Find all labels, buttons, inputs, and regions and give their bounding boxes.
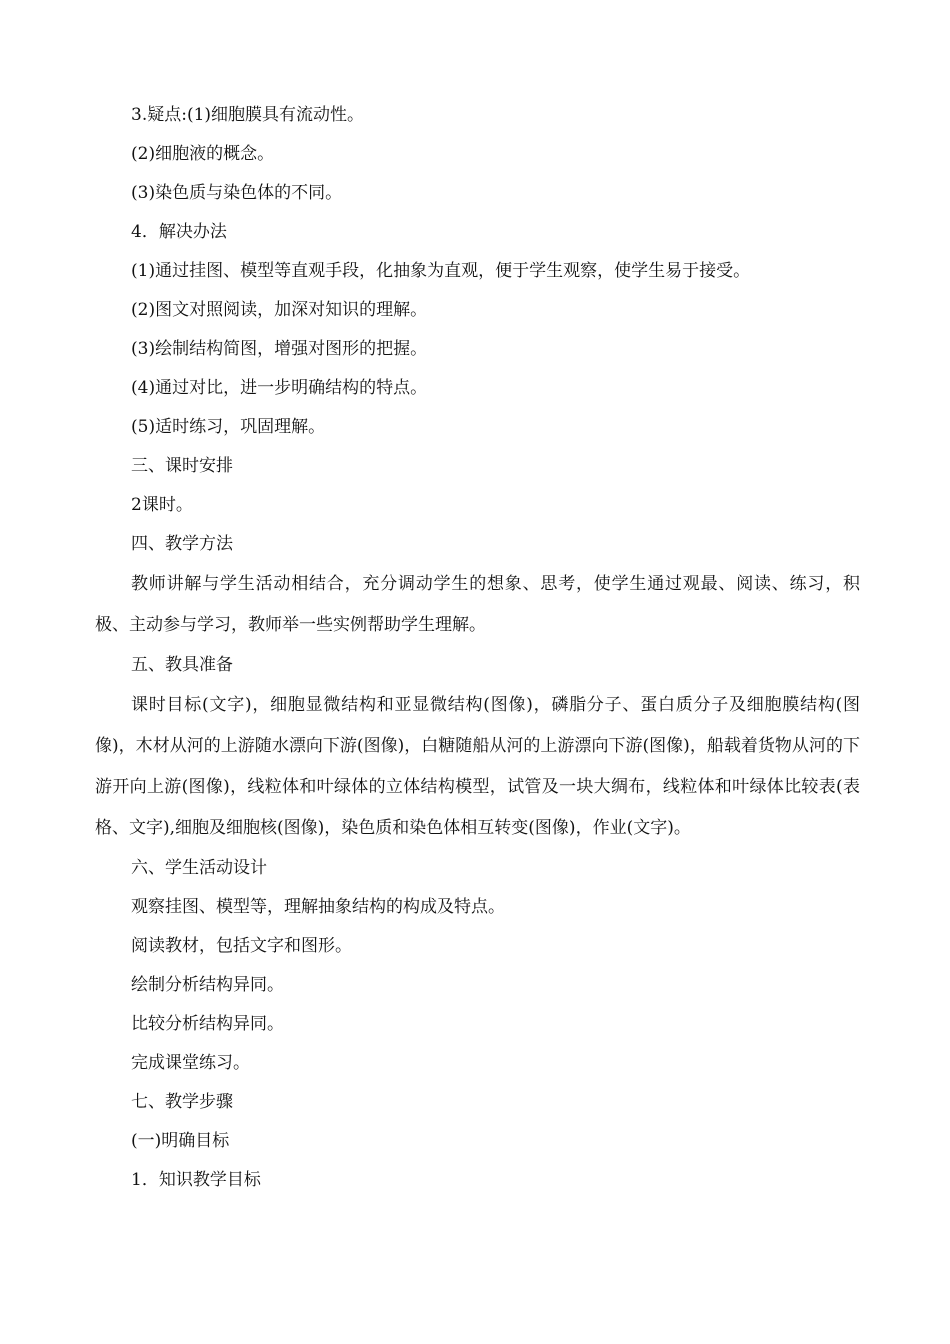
doubt-point-3: (3)染色质与染色体的不同。 [131, 183, 343, 203]
activity-1: 观察挂图、模型等，理解抽象结构的构成及特点。 [131, 897, 505, 917]
activity-4: 比较分析结构异同。 [131, 1014, 284, 1034]
doubt-point-1: 3.疑点:(1)细胞膜具有流动性。 [131, 105, 365, 125]
tools-heading: 五、教具准备 [131, 655, 233, 675]
solution-5: (5)适时练习，巩固理解。 [131, 417, 326, 437]
activity-2: 阅读教材，包括文字和图形。 [131, 936, 352, 956]
solution-2: (2)图文对照阅读，加深对知识的理解。 [131, 300, 428, 320]
solution-3: (3)绘制结构简图，增强对图形的把握。 [131, 339, 428, 359]
document-body [95, 96, 860, 1200]
steps-heading: 七、教学步骤 [131, 1092, 233, 1112]
tools-paragraph: 课时目标(文字)，细胞显微结构和亚显微结构(图像)，磷脂分子、蛋白质分子及细胞膜结构(图像)，木材从河的上游随水漂向下游(图像)，白糖随船从河的上游漂向下游(图像)，船载着货物从河的下游开向上游(图像)，线粒体和叶绿体的立体结构模型，试管及一块大绸布，线粒体和叶绿体比较表(表格、文字),细胞及细胞核(图像)，染色质和染色体相互转变(图像)，作业(文字)。 [95, 695, 860, 838]
schedule-text: 2课时。 [131, 495, 193, 515]
activities-heading: 六、学生活动设计 [131, 858, 267, 878]
solution-1: (1)通过挂图、模型等直观手段，化抽象为直观，便于学生观察，使学生易于接受。 [131, 261, 751, 281]
doubt-point-2: (2)细胞液的概念。 [131, 144, 275, 164]
step-subheading: (一)明确目标 [131, 1131, 230, 1151]
schedule-heading: 三、课时安排 [131, 456, 233, 476]
knowledge-goal-heading: 1．知识教学目标 [131, 1170, 261, 1190]
methods-heading: 四、教学方法 [131, 534, 233, 554]
activity-5: 完成课堂练习。 [131, 1053, 250, 1073]
solution-4: (4)通过对比，进一步明确结构的特点。 [131, 378, 428, 398]
solutions-heading: 4．解决办法 [131, 222, 227, 242]
activity-3: 绘制分析结构异同。 [131, 975, 284, 995]
methods-paragraph: 教师讲解与学生活动相结合，充分调动学生的想象、思考，使学生通过观最、阅读、练习，积极、主动参与学习，教师举一些实例帮助学生理解。 [95, 574, 860, 635]
